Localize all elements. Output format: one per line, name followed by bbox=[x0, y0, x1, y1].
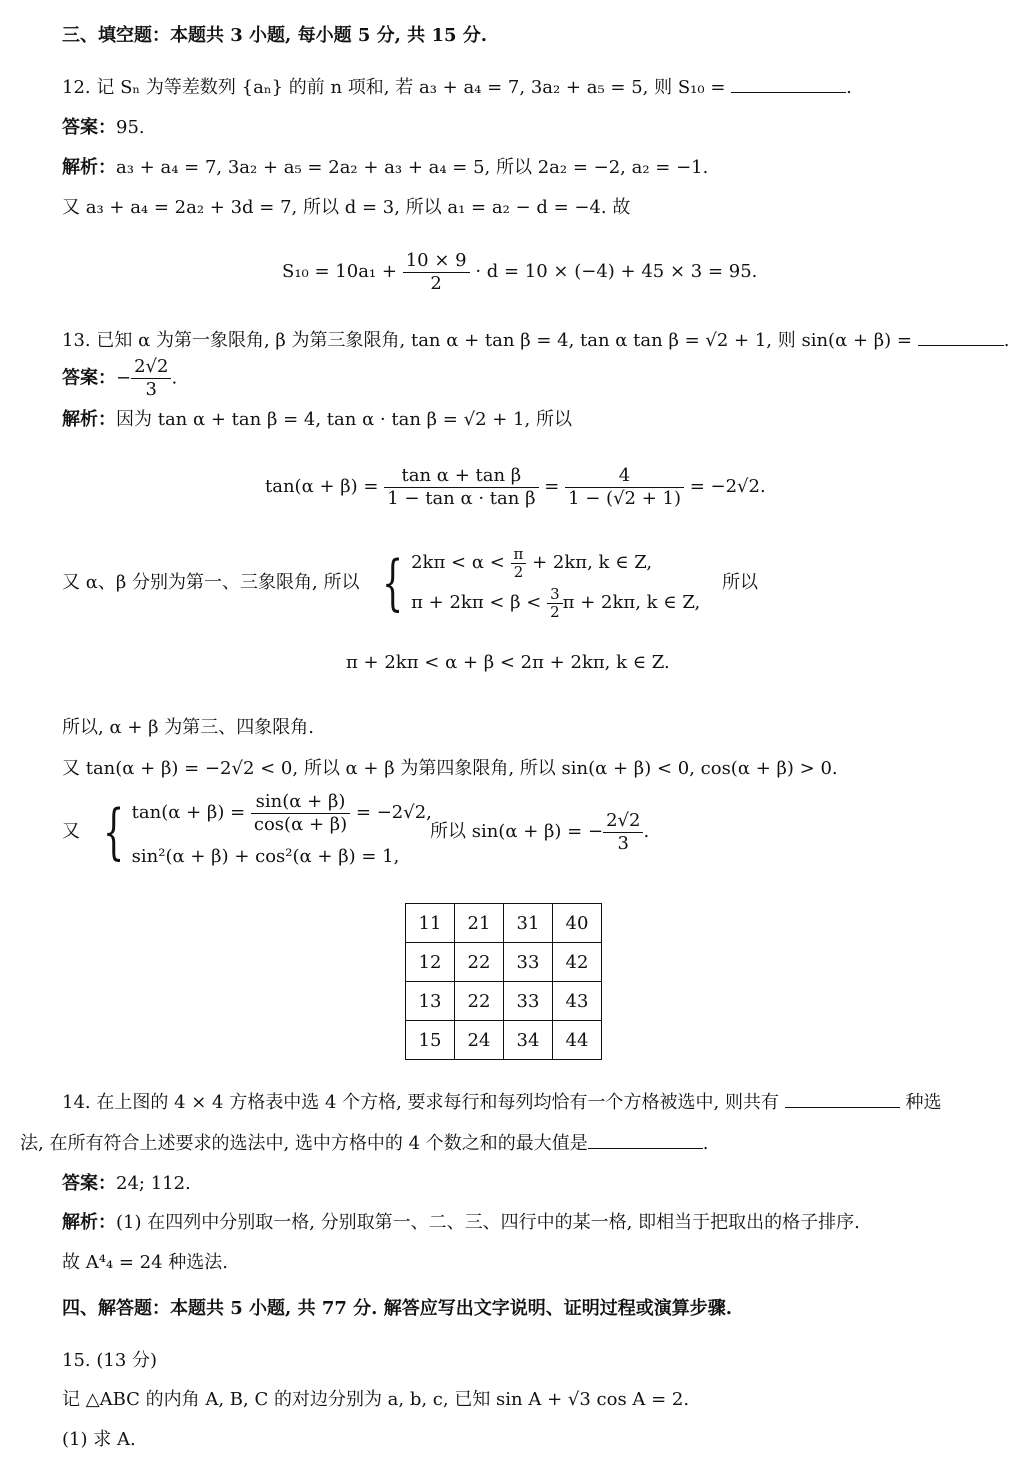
q13-sys-row1 bbox=[411, 543, 700, 583]
q13-final-num: 2√2 bbox=[603, 810, 643, 833]
q13-sys3-row1 bbox=[132, 788, 432, 838]
q13-eq1-fraction1 bbox=[384, 465, 538, 510]
q13-sys3-suffix: 所以 sin(α + β) = − bbox=[430, 821, 604, 842]
q13-answer-den: 3 bbox=[145, 379, 157, 400]
q13-sys2-a: π + 2kπ < β < bbox=[411, 592, 542, 613]
q13-sys1-num: π bbox=[511, 546, 527, 564]
answer-label: 答案： bbox=[62, 367, 116, 389]
q13-answer-fraction bbox=[131, 356, 171, 401]
q12-stem: 12. 记 Sₙ 为等差数列 {aₙ} 的前 n 项和, 若 a₃ + a₄ = 7, 3a₂ + a₅ = 5, 则 S₁₀ = . bbox=[62, 77, 852, 98]
q13-eq1-f2-num: 4 bbox=[565, 465, 684, 488]
grid-cell: 40 bbox=[553, 904, 602, 943]
q14-answer-value: 24; 112. bbox=[116, 1173, 191, 1194]
q13-sys3-fraction bbox=[251, 791, 350, 836]
grid-row bbox=[406, 982, 602, 1021]
grid-cell: 11 bbox=[406, 904, 455, 943]
q13-sys2-fraction bbox=[547, 586, 563, 621]
q12-answer-blank bbox=[731, 76, 846, 93]
q13-sys-rows bbox=[411, 543, 700, 623]
q14-stem-end: . bbox=[702, 1133, 709, 1154]
q12-formula-right: · d = 10 × (−4) + 45 × 3 = 95. bbox=[475, 261, 758, 282]
q13-sys2-b: π + 2kπ, k ∈ Z, bbox=[562, 592, 701, 613]
q13-sys1-den: 2 bbox=[513, 562, 524, 581]
q13-answer-end: . bbox=[171, 367, 178, 389]
q14-max-blank bbox=[588, 1132, 703, 1149]
q14-count-blank bbox=[785, 1091, 900, 1108]
q12-analysis-line2: 又 a₃ + a₄ = 2a₂ + 3d = 7, 所以 d = 3, 所以 a₁ = a₂ − d = −4. 故 bbox=[62, 197, 631, 218]
q12-fraction-den: 2 bbox=[430, 272, 442, 294]
q12-analysis-text1: a₃ + a₄ = 7, 3a₂ + a₅ = 2a₂ + a₃ + a₄ = 5, 所以 2a₂ = −2, a₂ = −1. bbox=[116, 157, 709, 178]
q13-quadrant-system bbox=[62, 538, 700, 628]
q15-head: 15. (13 分) bbox=[62, 1350, 158, 1371]
q13-sys-row2 bbox=[411, 583, 700, 623]
grid-cell: 33 bbox=[504, 982, 553, 1021]
grid-row bbox=[406, 943, 602, 982]
q15-stem: 记 △ABC 的内角 A, B, C 的对边分别为 a, b, c, 已知 sin A + √3 cos A = 2. bbox=[62, 1389, 690, 1410]
q13-sign-reasoning: 又 tan(α + β) = −2√2 < 0, 所以 α + β 为第四象限角, 所以 sin(α + β) < 0, cos(α + β) > 0. bbox=[62, 758, 838, 779]
q14-stem-b: 种选 bbox=[905, 1092, 942, 1113]
q13-answer bbox=[62, 356, 177, 401]
q13-eq1-mid: = bbox=[544, 476, 560, 497]
analysis-label: 解析： bbox=[62, 157, 116, 178]
q13-analysis-line1 bbox=[62, 408, 572, 432]
q13-sys3-row2: sin²(α + β) + cos²(α + β) = 1, bbox=[131, 846, 400, 867]
q13-eq1-right: = −2√2. bbox=[689, 476, 766, 497]
q13-eq1-fraction2 bbox=[565, 465, 684, 510]
q13-answer-num: 2√2 bbox=[131, 356, 171, 379]
left-brace-icon: { bbox=[382, 548, 404, 618]
q13-eq1-f2-den: 1 − (√2 + 1) bbox=[568, 487, 681, 509]
q12-answer-value: 95. bbox=[116, 117, 145, 138]
q13-sys3-1num: sin(α + β) bbox=[251, 791, 350, 814]
q13-stem-text: 13. 已知 α 为第一象限角, β 为第三象限角, tan α + tan β = 4, tan α tan β = √2 + 1, 则 sin(α + β) = bbox=[62, 330, 912, 351]
q14-stem-a: 14. 在上图的 4 × 4 方格表中选 4 个方格, 要求每行和每列均恰有一个方格被选中, 则共有 bbox=[62, 1092, 779, 1113]
q12-formula-left: S₁₀ = 10a₁ + bbox=[282, 261, 397, 282]
q13-sys3-rows bbox=[132, 788, 432, 876]
q13-eq1-left: tan(α + β) = bbox=[265, 476, 379, 497]
grid-cell: 43 bbox=[553, 982, 602, 1021]
q13-sys-suffix: 所以 bbox=[722, 572, 758, 593]
grid-row bbox=[406, 1021, 602, 1060]
q13-angle-range: π + 2kπ < α + β < 2π + 2kπ, k ∈ Z. bbox=[346, 652, 670, 673]
q13-sys1-a: 2kπ < α < bbox=[411, 552, 505, 573]
grid-cell: 22 bbox=[455, 982, 504, 1021]
grid-cell: 34 bbox=[504, 1021, 553, 1060]
q14-stem-line1 bbox=[62, 1091, 941, 1115]
q13-sys2-den: 2 bbox=[550, 602, 560, 621]
number-grid-table bbox=[405, 903, 602, 1060]
section-fill-in-heading: 三、填空题：本题共 3 小题, 每小题 5 分, 共 15 分. bbox=[62, 25, 488, 46]
q13-quadrant-conclusion: 所以, α + β 为第三、四象限角. bbox=[62, 717, 314, 738]
section-answer-heading: 四、解答题：本题共 5 小题, 共 77 分. 解答应写出文字说明、证明过程或演算步骤. bbox=[62, 1298, 732, 1319]
grid-cell: 33 bbox=[504, 943, 553, 982]
grid-cell: 24 bbox=[455, 1021, 504, 1060]
q12-fraction-num: 10 × 9 bbox=[403, 250, 470, 273]
analysis-label: 解析： bbox=[62, 1212, 116, 1233]
q13-final-answer bbox=[430, 806, 649, 858]
q14-stem-line2 bbox=[20, 1132, 709, 1156]
q12-stem-text: 12. 记 Sₙ 为等差数列 {aₙ} 的前 n 项和, 若 a₃ + a₄ = 7, 3a₂ + a₅ = 5, 则 S₁₀ = bbox=[62, 77, 726, 98]
left-brace-icon: { bbox=[102, 797, 124, 867]
grid-cell: 42 bbox=[553, 943, 602, 982]
q13-stem: 13. 已知 α 为第一象限角, β 为第三象限角, tan α + tan β = 4, tan α tan β = √2 + 1, 则 sin(α + β) = . bbox=[62, 330, 1010, 351]
q13-sys3-prefix: 又 bbox=[62, 821, 80, 842]
grid-cell: 12 bbox=[406, 943, 455, 982]
grid-cell: 15 bbox=[406, 1021, 455, 1060]
q13-tan-sum-equation bbox=[265, 462, 766, 512]
answer-label: 答案： bbox=[62, 1173, 116, 1194]
answer-label: 答案： bbox=[62, 117, 116, 138]
q12-analysis-line1 bbox=[62, 156, 708, 180]
q13-final-end: . bbox=[643, 821, 650, 842]
q13-final-den: 3 bbox=[617, 832, 629, 854]
q14-answer bbox=[62, 1172, 191, 1196]
grid-cell: 13 bbox=[406, 982, 455, 1021]
q13-sys1-b: + 2kπ, k ∈ Z, bbox=[532, 552, 653, 573]
q13-sys2-num: 3 bbox=[547, 586, 563, 604]
q13-answer-blank bbox=[918, 329, 1004, 346]
grid-row bbox=[406, 904, 602, 943]
grid-cell: 31 bbox=[504, 904, 553, 943]
q13-eq1-f1-den: 1 − tan α · tan β bbox=[387, 487, 536, 509]
grid-cell: 21 bbox=[455, 904, 504, 943]
q13-final-system bbox=[62, 786, 432, 878]
q13-answer-sign: − bbox=[116, 367, 132, 389]
grid-cell: 22 bbox=[455, 943, 504, 982]
q14-stem-c: 法, 在所有符合上述要求的选法中, 选中方格中的 4 个数之和的最大值是 bbox=[20, 1133, 588, 1154]
q14-analysis-line2: 故 A⁴₄ = 24 种选法. bbox=[62, 1252, 229, 1273]
q15-part1: (1) 求 A. bbox=[62, 1429, 136, 1450]
q12-sum-formula bbox=[282, 248, 757, 296]
q13-sys3-1b: = −2√2, bbox=[355, 802, 432, 823]
q14-analysis-line1 bbox=[62, 1211, 860, 1235]
q13-final-fraction bbox=[603, 810, 643, 855]
analysis-label: 解析： bbox=[62, 409, 116, 430]
q13-sys-prefix: 又 α、β 分别为第一、三象限角, 所以 bbox=[62, 572, 360, 593]
q13-sys1-fraction bbox=[511, 546, 527, 581]
q13-eq1-f1-num: tan α + tan β bbox=[384, 465, 538, 488]
grid-cell: 44 bbox=[553, 1021, 602, 1060]
q13-sys3-1a: tan(α + β) = bbox=[131, 802, 246, 823]
q12-formula-fraction bbox=[403, 250, 470, 295]
q13-sys3-1den: cos(α + β) bbox=[253, 813, 348, 835]
q13-analysis-text1: 因为 tan α + tan β = 4, tan α · tan β = √2 + 1, 所以 bbox=[116, 409, 572, 430]
q14-analysis-text1: (1) 在四列中分别取一格, 分别取第一、二、三、四行中的某一格, 即相当于把取出的格子排序. bbox=[116, 1212, 860, 1233]
q12-answer bbox=[62, 116, 145, 140]
